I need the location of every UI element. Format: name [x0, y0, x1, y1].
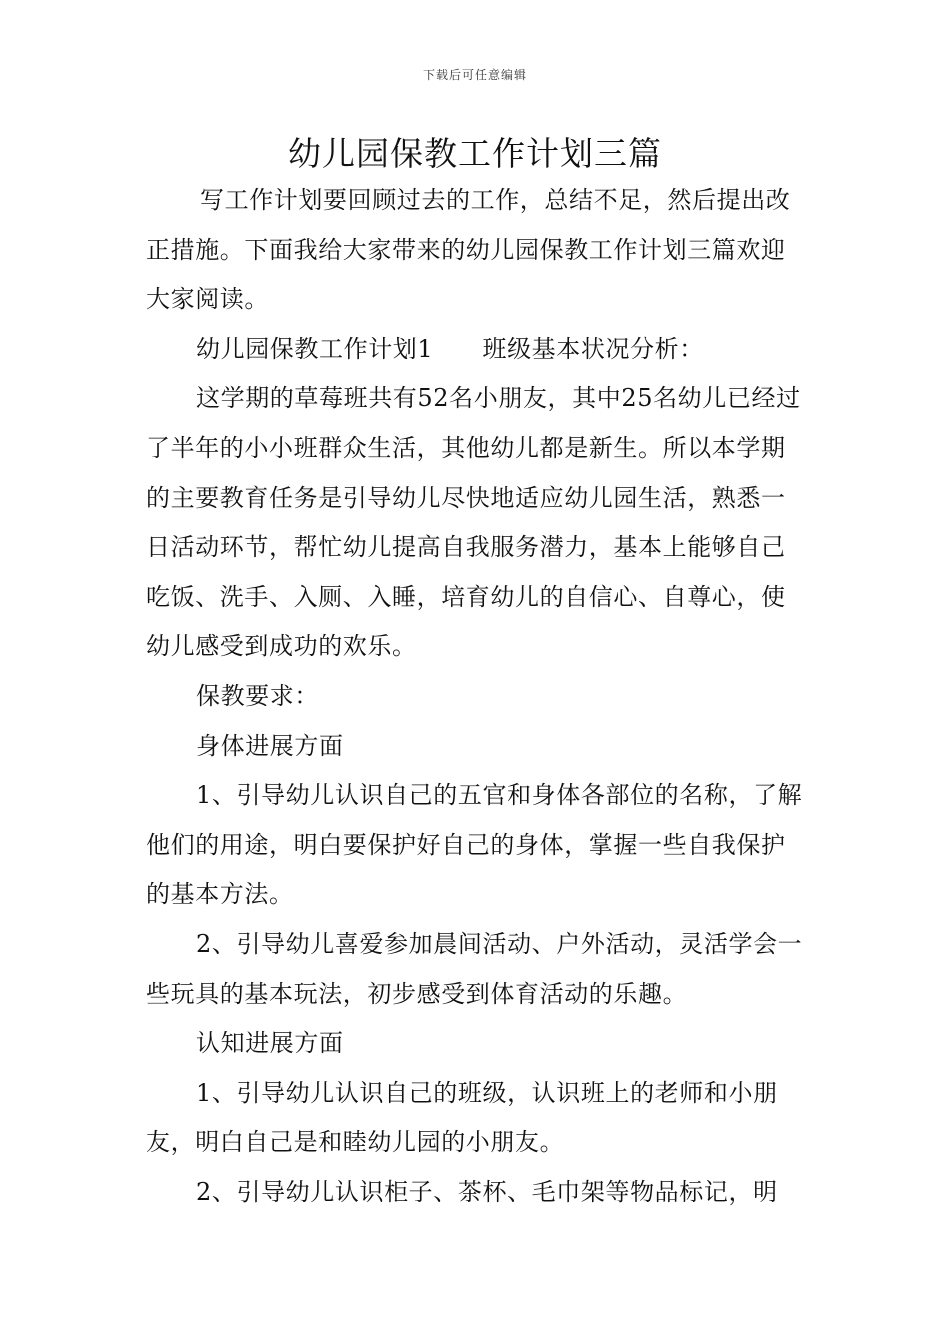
intro-paragraph: 写工作计划要回顾过去的工作，总结不足，然后提出改正措施。下面我给大家带来的幼儿园保教工作计划三篇欢迎大家阅读。 — [146, 186, 791, 314]
cognitive-item-1: 1、引导幼儿认识自己的班级，认识班上的老师和小朋友，明白自己是和睦幼儿园的小朋友。 — [146, 1078, 778, 1157]
section-heading-plan-1: 幼儿园保教工作计划1 班级基本状况分析： — [196, 334, 704, 363]
class-analysis-paragraph: 这学期的草莓班共有52名小朋友，其中25名幼儿已经过了半年的小小班群众生活，其他幼儿都是新生。所以本学期的主要教育任务是引导幼儿尽快地适应幼儿园生活，熟悉一日活动环节，帮忙幼儿提高自我服务潜力，基本上能够自己吃饭、洗手、入厕、入睡，培育幼儿的自信心、自尊心，使幼儿感受到成功的欢乐。 — [146, 384, 801, 661]
document-title: 幼儿园保教工作计划三篇 — [288, 134, 662, 173]
care-requirements-heading: 保教要求： — [196, 681, 319, 710]
cognitive-item-2: 2、引导幼儿认识柜子、茶杯、毛巾架等物品标记，明 — [196, 1177, 778, 1206]
page-header-note: 下载后可任意编辑 — [422, 68, 527, 82]
cognitive-development-heading: 认知进展方面 — [196, 1029, 344, 1058]
physical-development-heading: 身体进展方面 — [196, 731, 344, 760]
physical-item-1: 1、引导幼儿认识自己的五官和身体各部位的名称，了解他们的用途，明白要保护好自己的身体，掌握一些自我保护的基本方法。 — [146, 781, 803, 909]
document-body — [146, 176, 808, 1217]
physical-item-2: 2、引导幼儿喜爱参加晨间活动、户外活动，灵活学会一些玩具的基本玩法，初步感受到体育活动的乐趣。 — [146, 929, 803, 1008]
